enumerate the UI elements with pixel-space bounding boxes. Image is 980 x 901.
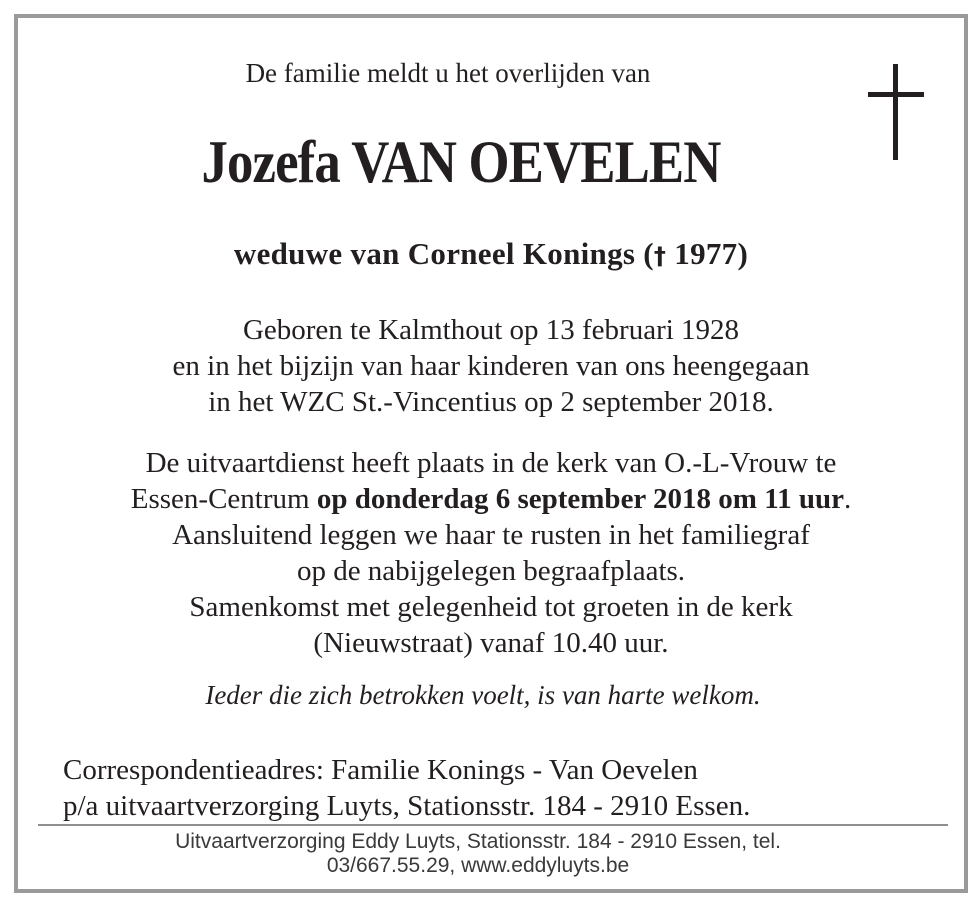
- deceased-name: Jozefa VAN OEVELEN: [201, 129, 721, 195]
- birth-line: in het WZC St.-Vincentius op 2 september 2018.: [208, 386, 774, 418]
- service-line: op de nabijgelegen begraafplaats.: [296, 555, 686, 587]
- service-line: De uitvaartdienst heeft plaats in de kerk van O.-L-Vrouw te: [145, 447, 837, 479]
- address-line: p/a uitvaartverzorging Luyts, Stationsstr. 184 - 2910 Essen.: [63, 790, 751, 822]
- service-period: .: [843, 483, 852, 515]
- widow-suffix: 1977): [666, 236, 749, 271]
- service-line: Aansluitend leggen we haar te rusten in het familiegraf: [172, 519, 810, 551]
- dagger-icon: †: [653, 242, 667, 270]
- birth-line: Geboren te Kalmthout op 13 februari 1928: [242, 314, 740, 346]
- birth-line: en in het bijzijn van haar kinderen van ons heengegaan: [172, 350, 810, 382]
- welcome-text: Ieder die zich betrokken voelt, is van harte welkom.: [205, 680, 761, 710]
- service-location: Essen-Centrum: [130, 483, 317, 515]
- footer-line: 03/667.55.29, www.eddyluyts.be: [326, 854, 630, 877]
- service-line: Samenkomst met gelegenheid tot groeten in de kerk: [189, 591, 793, 623]
- widow-line: [18, 236, 964, 272]
- obituary-frame: [14, 14, 968, 893]
- divider: [38, 824, 948, 826]
- service-datetime: op donderdag 6 september 2018 om 11 uur: [316, 483, 844, 515]
- intro-text: De familie meldt u het overlijden van: [245, 58, 651, 88]
- footer-line: Uitvaartverzorging Eddy Luyts, Stationsstr. 184 - 2910 Essen, tel.: [175, 830, 781, 853]
- address-line: Correspondentieadres: Familie Konings - Van Oevelen: [63, 754, 698, 786]
- service-line: [18, 481, 964, 517]
- widow-prefix: weduwe van Corneel Konings (: [233, 236, 654, 271]
- cross-icon: [868, 64, 924, 160]
- service-line: (Nieuwstraat) vanaf 10.40 uur.: [313, 627, 669, 659]
